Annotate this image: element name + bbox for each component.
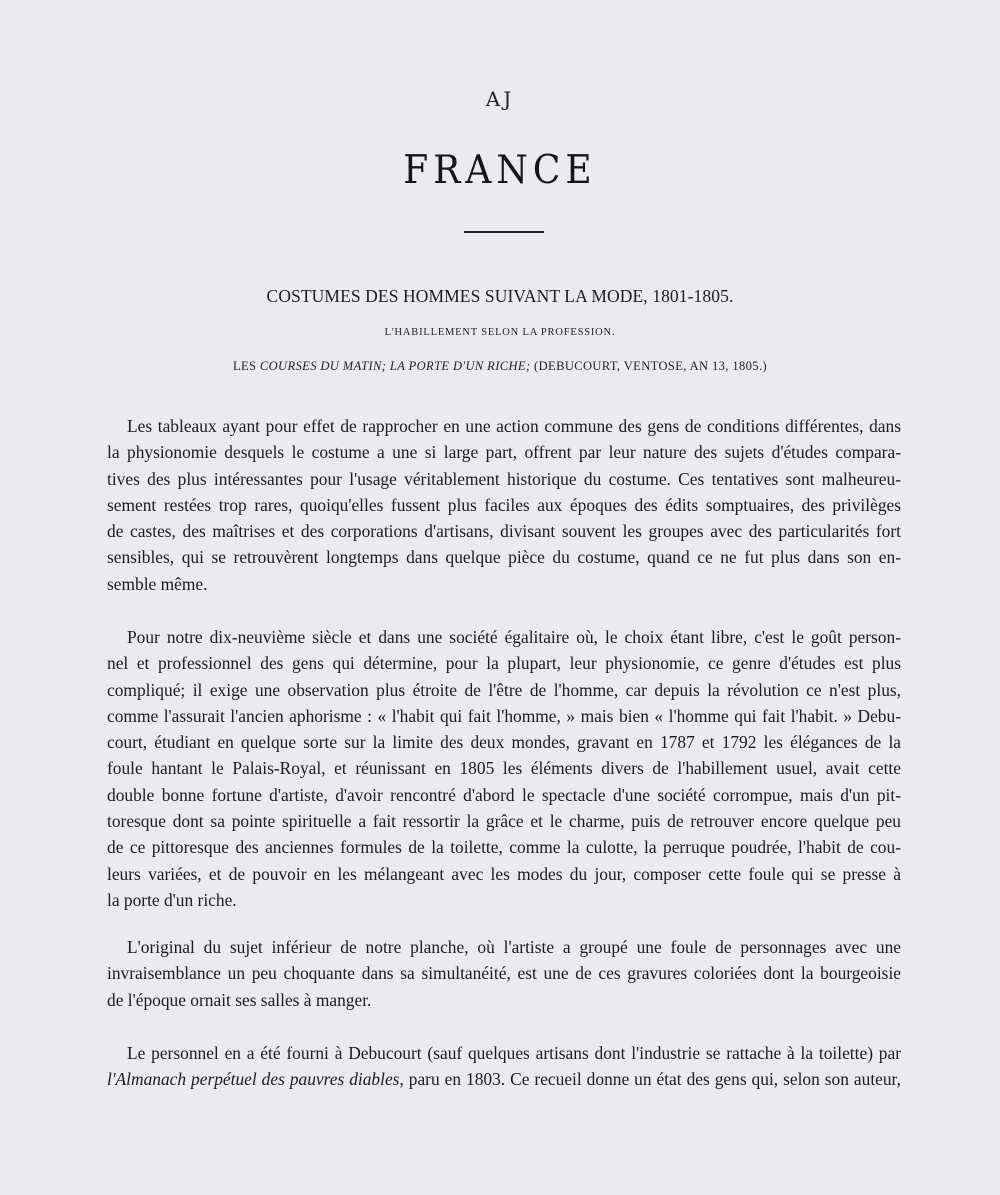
text-line: sement restées trop rares, quoiqu'elles fussent plus faciles aux époques des édits somptuaires, des privilèges: [107, 494, 901, 515]
text-line: comme l'assurait l'ancien aphorisme : « l'habit qui fait l'homme, » mais bien « l'homme qui fait l'habit. » Debu-: [107, 705, 901, 726]
title-divider: [464, 231, 544, 233]
page-title: FRANCE: [403, 148, 597, 193]
text-line: de l'époque ornait ses salles à manger.: [107, 989, 372, 1010]
text-line: nel et professionnel des gens qui détermine, pour la plupart, leur physionomie, ce genre d'études est plus: [107, 653, 901, 674]
plate-caption: [0, 359, 1000, 374]
text-line: [107, 1066, 901, 1092]
text-line: Pour notre dix-neuvième siècle et dans une société égalitaire où, le choix étant libre, c'est le goût person-: [127, 627, 901, 647]
section-heading: [0, 286, 1000, 307]
text-line: la physionomie desquels le costume a une si large part, offrent par leur nature des sujets d'études compara-: [107, 442, 901, 463]
text-line: toresque dont sa pointe spirituelle a fait ressortir la grâce et le charme, puis de retrouver encore quelque peu: [107, 811, 901, 832]
section-heading-text: COSTUMES DES HOMMES SUIVANT LA MODE, 1801-1805.: [266, 286, 734, 306]
paragraph-4: [107, 1040, 901, 1093]
text-line: Les tableaux ayant pour effet de rapprocher en une action commune des gens de conditions différentes, dans: [127, 416, 901, 436]
text-line: Le personnel en a été fourni à Debucourt (sauf quelques artisans dont l'industrie se rattache à la toilette) par: [127, 1043, 901, 1063]
page-mark: AJ: [485, 87, 515, 111]
text-line: de castes, des maîtrises et des corporations d'artisans, divisant souvent les groupes avec des particularités fort: [107, 521, 901, 542]
paragraph-2: [107, 624, 901, 913]
text-line: foule hantant le Palais-Royal, et réunissant en 1805 les éléments divers de l'habillement usuel, avait cette: [107, 758, 901, 779]
caption-suffix: (DEBUCOURT, VENTOSE, AN 13, 1805.): [530, 359, 768, 373]
paragraph-3: [107, 934, 901, 1013]
text-line: L'original du sujet inférieur de notre planche, où l'artiste a groupé une foule de personnages avec une: [127, 937, 901, 957]
almanach-title: l'Almanach perpétuel des pauvres diables: [107, 1069, 400, 1090]
text-line: sensibles, qui se retrouvèrent longtemps dans quelque pièce du costume, quand ce ne fut plus dans son en-: [107, 547, 901, 568]
section-subheading: L'HABILLEMENT SELON LA PROFESSION.: [384, 327, 616, 338]
caption-prefix: LES: [232, 359, 260, 373]
text-line: tives des plus intéressantes pour l'usage véritablement historique du costume. Ces tentatives sont malheureu-: [107, 468, 901, 489]
paragraph-1: [107, 413, 901, 597]
text-line: compliqué; il exige une observation plus étroite de l'être de l'homme, car depuis la révolution ce n'est plus,: [107, 679, 901, 700]
text-line: leurs variées, et de pouvoir en les mélangeant avec les modes du jour, composer cette foule qui se presse à: [107, 863, 901, 884]
text-line: court, étudiant en quelque sorte sur la limite des deux mondes, gravant en 1787 et 1792 les élégances de la: [107, 732, 901, 753]
caption-italic-title: COURSES DU MATIN; LA PORTE D'UN RICHE;: [259, 359, 531, 373]
text-line: double bonne fortune d'artiste, d'avoir rencontré d'abord le spectacle d'une société corrompue, mais d'un pit-: [107, 784, 901, 805]
text-line: invraisemblance un peu choquante dans sa simultanéité, est une de ces gravures coloriées dont la bourgeoisie: [107, 963, 901, 984]
text-line: la porte d'un riche.: [107, 889, 237, 910]
text-line-rest: , paru en 1803. Ce recueil donne un état des gens qui, selon son auteur,: [399, 1069, 902, 1090]
text-line: semble même.: [107, 573, 208, 594]
text-line: de ce pittoresque des anciennes formules de la toilette, comme la culotte, la perruque poudrée, l'habit de cou-: [107, 837, 901, 858]
